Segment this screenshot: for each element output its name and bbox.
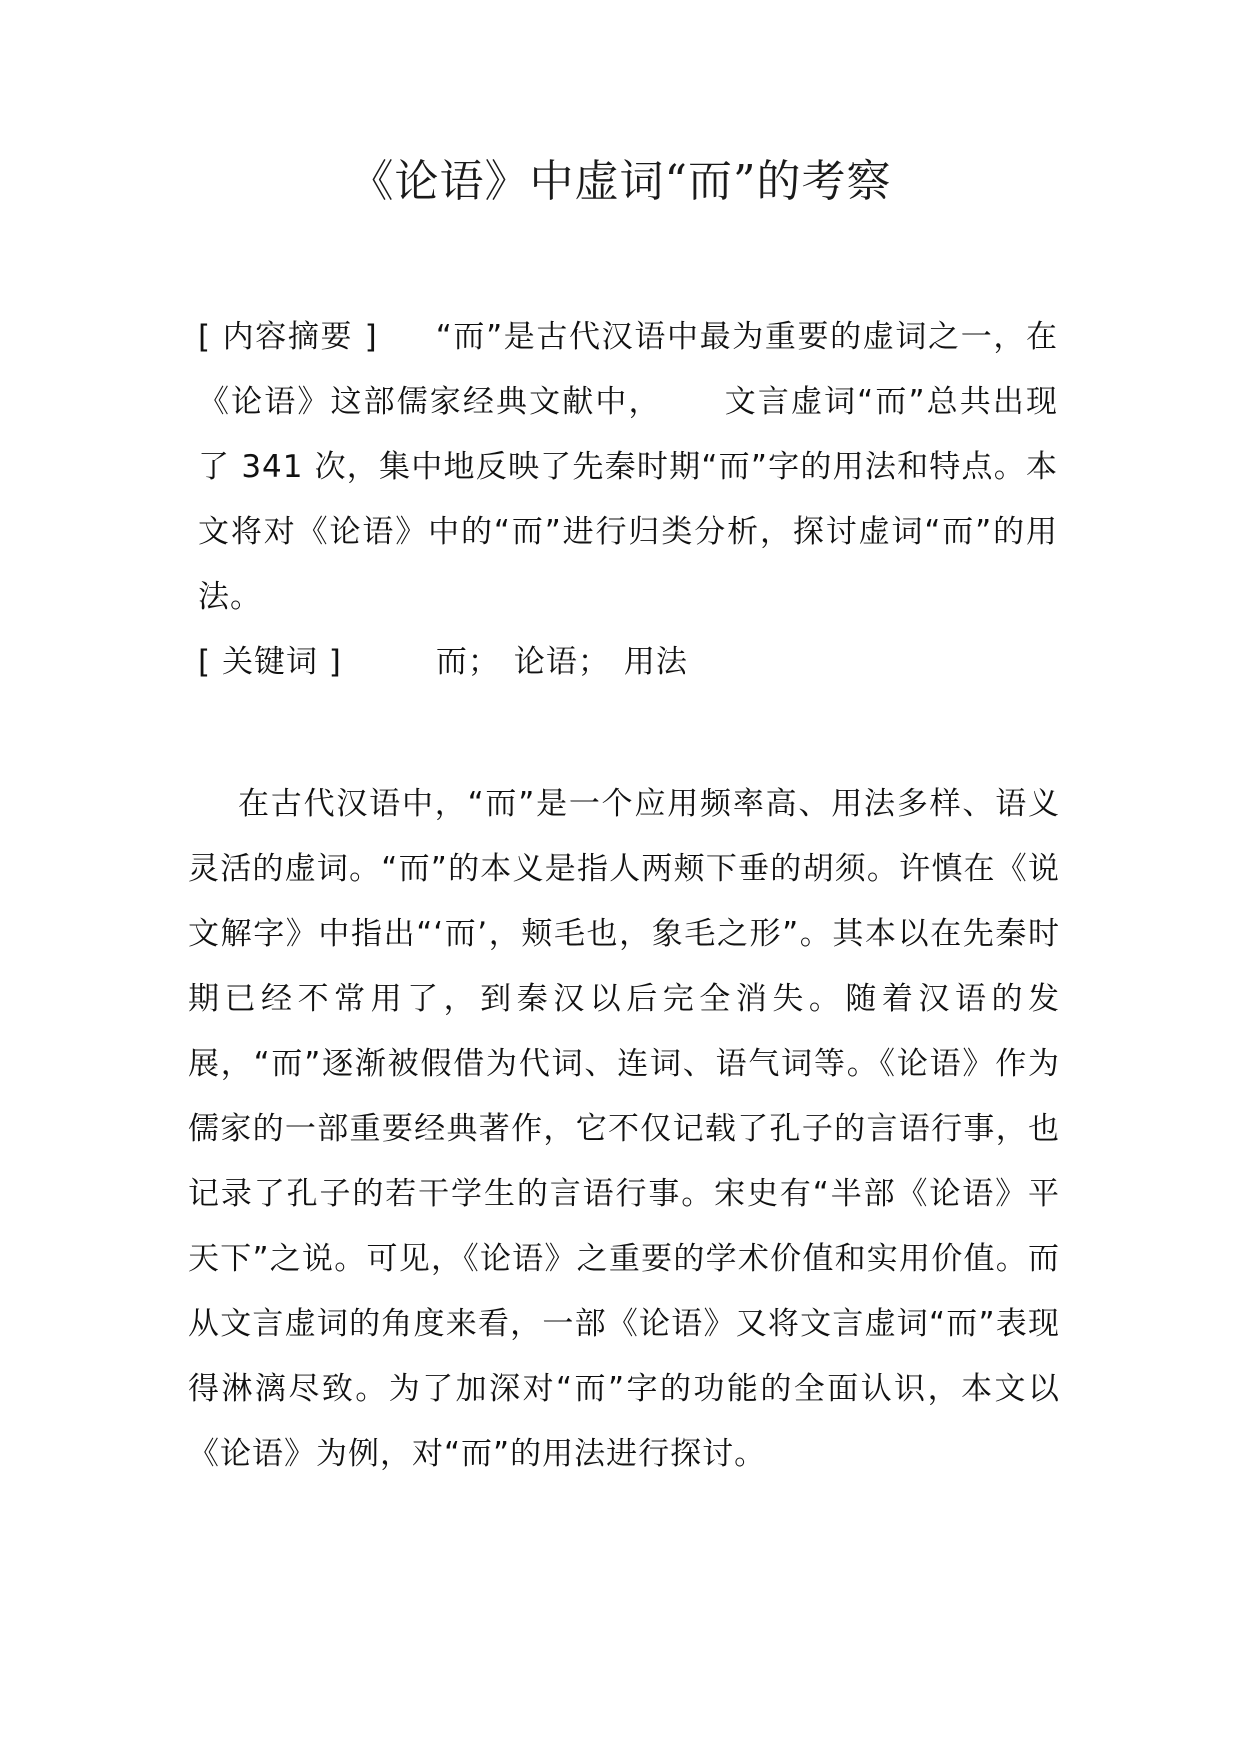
abstract-label: [ 内容摘要 ] xyxy=(198,319,378,355)
keyword-item: 而； xyxy=(435,644,500,680)
keywords-section xyxy=(198,630,688,695)
body-paragraph: 在古代汉语中，“而”是一个应用频率高、用法多样、语义灵活的虚词。“而”的本义是指人两颊下垂的胡须。许慎在《说文解字》中指出“‘而’，颊毛也，象毛之形”。其本以在先秦时期已经不常用了，到秦汉以后完全消失。随着汉语的发展，“而”逐渐被假借为代词、连词、语气词等。《论语》作为儒家的一部重要经典著作，它不仅记载了孔子的言语行事，也记录了孔子的若干学生的言语行事。宋史有“半部《论语》平天下”之说。可见，《论语》之重要的学术价值和实用价值。而从文言虚词的角度来看，一部《论语》又将文言虚词“而”表现得淋漓尽致。为了加深对“而”字的功能的全面认识，本文以《论语》为例，对“而”的用法进行探讨。 xyxy=(188,786,1060,1472)
abstract-section xyxy=(198,305,1058,630)
abstract-text-part2: 文言虚词“而”总共出现了 341 次，集中地反映了先秦时期“而”字的用法和特点。本文将对《论语》中的“而”进行归类分析，探讨虚词“而”的用法。 xyxy=(198,384,1058,615)
document-title: 《论语》中虚词“而”的考察 xyxy=(349,156,892,207)
keyword-item: 论语； xyxy=(513,644,610,680)
abstract-text-part1: “而”是古代汉语中最为重要的虚词之一，在《论语》这部儒家经典文献中， xyxy=(198,319,1058,420)
keywords-label: [ 关键词 ] xyxy=(198,644,342,680)
keyword-item: 用法 xyxy=(623,644,688,680)
